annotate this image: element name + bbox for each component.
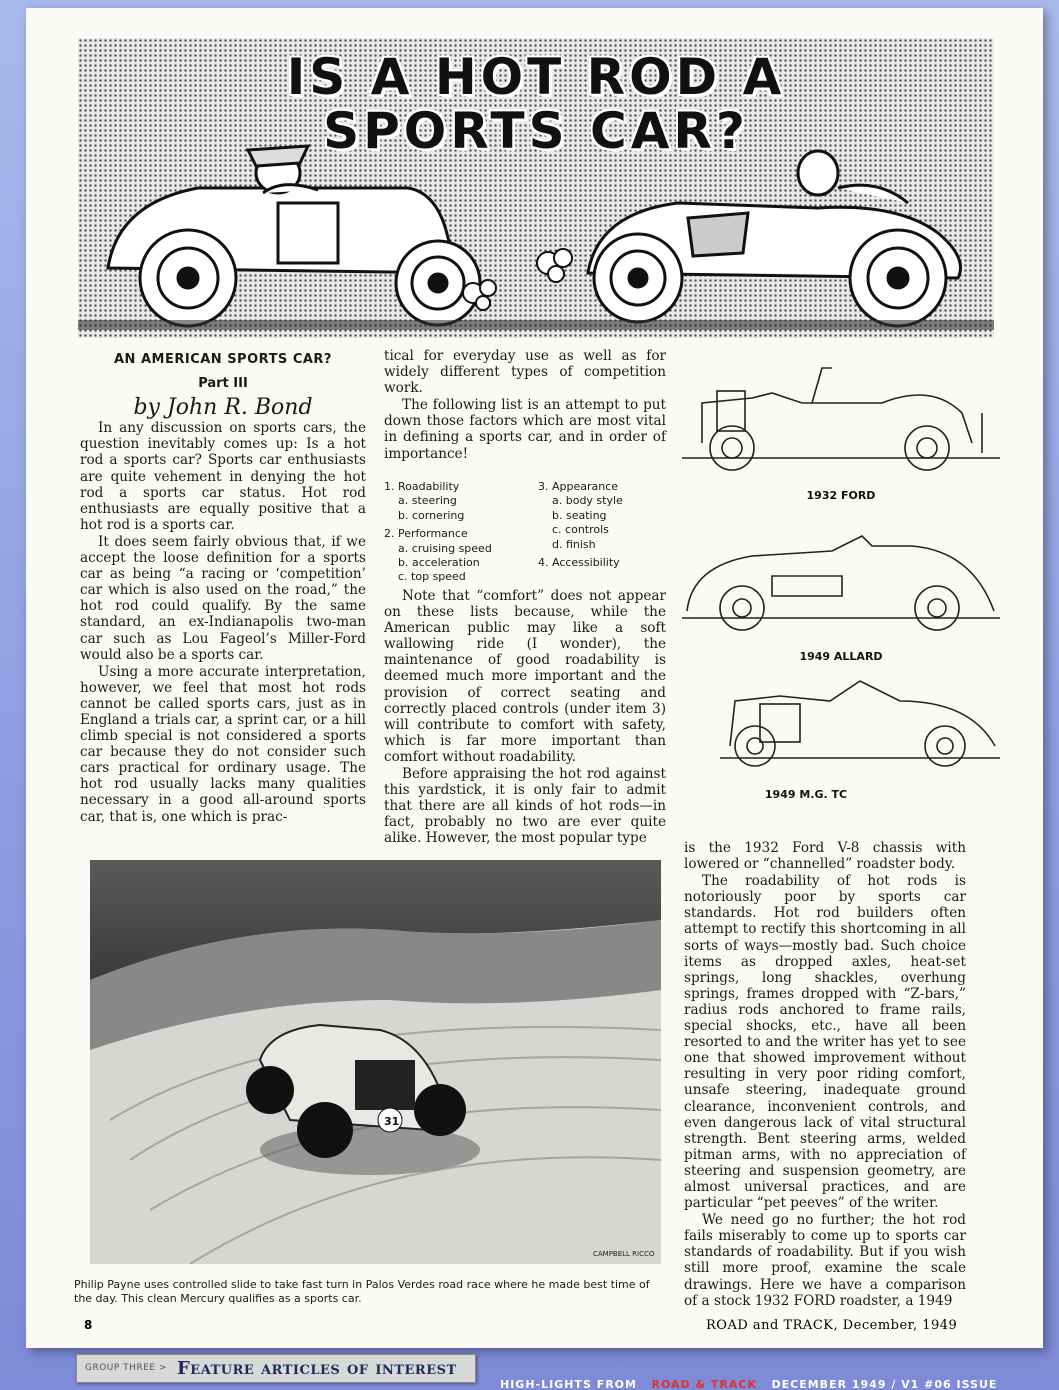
highlights-strip bbox=[500, 1378, 997, 1390]
page-number: 8 bbox=[84, 1318, 93, 1332]
paragraph: Note that “comfort” does not appear on these lists because, while the American public may like a soft wallowing ride (I wonder), the maintenance of good roadability is deemed much more important and the provision of correct seating and correctly placed controls (under item 3) will contribute to comfort with safety, which is far more important than comfort without roadability. bbox=[384, 588, 666, 765]
highlights-brand: ROAD & TRACK bbox=[651, 1378, 757, 1390]
drawing-1949-mg-tc bbox=[720, 676, 1000, 801]
race-car-photo-image bbox=[90, 860, 661, 1264]
paragraph: We need go no further; the hot rod fails miserably to come up to sports car standards of roadability. But if you wish still more proof, examine the scale drawings. Here we have a comparison of a stock 1932 FORD roadster, a 1949 bbox=[684, 1212, 966, 1309]
list-item: a. cruising speed bbox=[398, 541, 492, 555]
factor-list-right bbox=[538, 480, 668, 570]
paragraph: tical for everyday use as well as for widely different types of competition work. bbox=[384, 348, 666, 397]
title-line-2: SPORTS CAR? bbox=[323, 102, 749, 160]
title-banner-illustration bbox=[78, 38, 994, 338]
article-title bbox=[78, 50, 994, 158]
list-item: d. finish bbox=[552, 537, 596, 551]
list-item: b. seating bbox=[552, 508, 607, 522]
paragraph: In any discussion on sports cars, the question inevitably comes up: Is a hot rod a sports car? Sports car enthusiasts are quite vehement in denying the hot rod a sports car status. Hot rod enthusiasts are equally positive that a hot rod is a sports car. bbox=[80, 420, 366, 533]
factor-list-left bbox=[384, 480, 534, 585]
highlights-suffix: DECEMBER 1949 / V1 #06 ISSUE bbox=[771, 1378, 998, 1390]
drawing-label: 1949 ALLARD bbox=[799, 650, 883, 663]
list-item: c. controls bbox=[552, 523, 609, 537]
group-title: Feature articles of interest bbox=[177, 1358, 457, 1379]
column-2-bottom bbox=[384, 588, 666, 848]
paragraph: The roadability of hot rods is notoriously poor by sports car standards. Hot rod builders often attempt to rectify this shortcoming in all sorts of ways—mostly bad. Such choice items as dropped axles, heat-set springs, long shackles, overhung springs, frames dropped with “Z-bars,” radius rods anchored to frame rails, special shocks, etc., have all been resorted to and the writer has yet to see one that showed improvement without resulting in very poor riding comfort, unsafe steering, inadequate ground clearance, inconvenient controls, and even dangerous lack of vital structural strength. Bent steering arms, welded pitman arms, with no appreciation of steering and suspension geometry, are almost universal practices, and are particular “pet peeves” of the writer. bbox=[684, 873, 966, 1212]
drawing-1949-allard bbox=[682, 526, 1000, 663]
highlights-prefix: HIGH-LIGHTS FROM bbox=[500, 1378, 637, 1390]
photo-credit: CAMPBELL RICCO bbox=[593, 1250, 655, 1258]
paragraph: Using a more accurate interpretation, however, we feel that most hot rods cannot be called sports cars, just as in England a trials car, a sprint car, or a hill climb special is not considered a sports car because they do not consider such cars practical for ordinary usage. The hot rod usually lacks many qualities necessary in a good all-around sports car, that is, one which is prac- bbox=[80, 663, 366, 825]
paragraph: The following list is an attempt to put down those factors which are most vital in defining a sports car, and in order of importance! bbox=[384, 397, 666, 462]
section-tab bbox=[76, 1354, 476, 1383]
list-item: 3. Appearance bbox=[538, 480, 619, 493]
magazine-page bbox=[26, 8, 1043, 1348]
drawing-label: 1949 M.G. TC bbox=[764, 788, 848, 801]
list-item: b. acceleration bbox=[398, 556, 480, 570]
list-item: b. cornering bbox=[398, 508, 465, 522]
column-1 bbox=[80, 352, 366, 826]
list-item: c. top speed bbox=[398, 570, 466, 584]
section-heading: AN AMERICAN SPORTS CAR? bbox=[114, 352, 332, 367]
list-item: a. body style bbox=[552, 494, 623, 508]
column-2-top bbox=[384, 348, 666, 463]
title-line-1: IS A HOT ROD A bbox=[286, 48, 786, 106]
byline: by John R. Bond bbox=[133, 395, 313, 421]
paragraph: It does seem fairly obvious that, if we accept the loose definition for a sports car as being “a racing or ‘competition’ car which is also used on the road,” the hot rod could qualify. By the same standard, an ex-Indianapolis two-man car such as Lou Fageol’s Miller-Ford would also be a sports car. bbox=[80, 533, 366, 663]
list-item: 1. Roadability bbox=[384, 480, 460, 493]
photo-caption: Philip Payne uses controlled slide to take fast turn in Palos Verdes road race where he made best time of the day. This clean Mercury qualifies as a sports car. bbox=[74, 1278, 650, 1305]
paragraph: is the 1932 Ford V-8 chassis with lowered or “channelled” roadster body. bbox=[684, 840, 966, 873]
magazine-footer: ROAD and TRACK, December, 1949 bbox=[706, 1318, 958, 1333]
list-item: 2. Performance bbox=[384, 527, 468, 541]
list-item: 4. Accessibility bbox=[538, 556, 620, 570]
part-label: Part III bbox=[198, 376, 248, 392]
paragraph: Before appraising the hot rod against this yardstick, it is only fair to admit that there are all kinds of hot rods—in fact, probably no two are ever quite alike. However, the most popular type bbox=[384, 766, 666, 847]
car-number: 31 bbox=[384, 1115, 400, 1128]
list-item: a. steering bbox=[398, 494, 457, 508]
column-3 bbox=[684, 840, 966, 1310]
drawing-label: 1932 FORD bbox=[806, 489, 876, 502]
group-label: GROUP THREE > bbox=[85, 1363, 167, 1373]
race-photo bbox=[90, 860, 661, 1264]
drawing-1932-ford bbox=[682, 353, 1000, 502]
